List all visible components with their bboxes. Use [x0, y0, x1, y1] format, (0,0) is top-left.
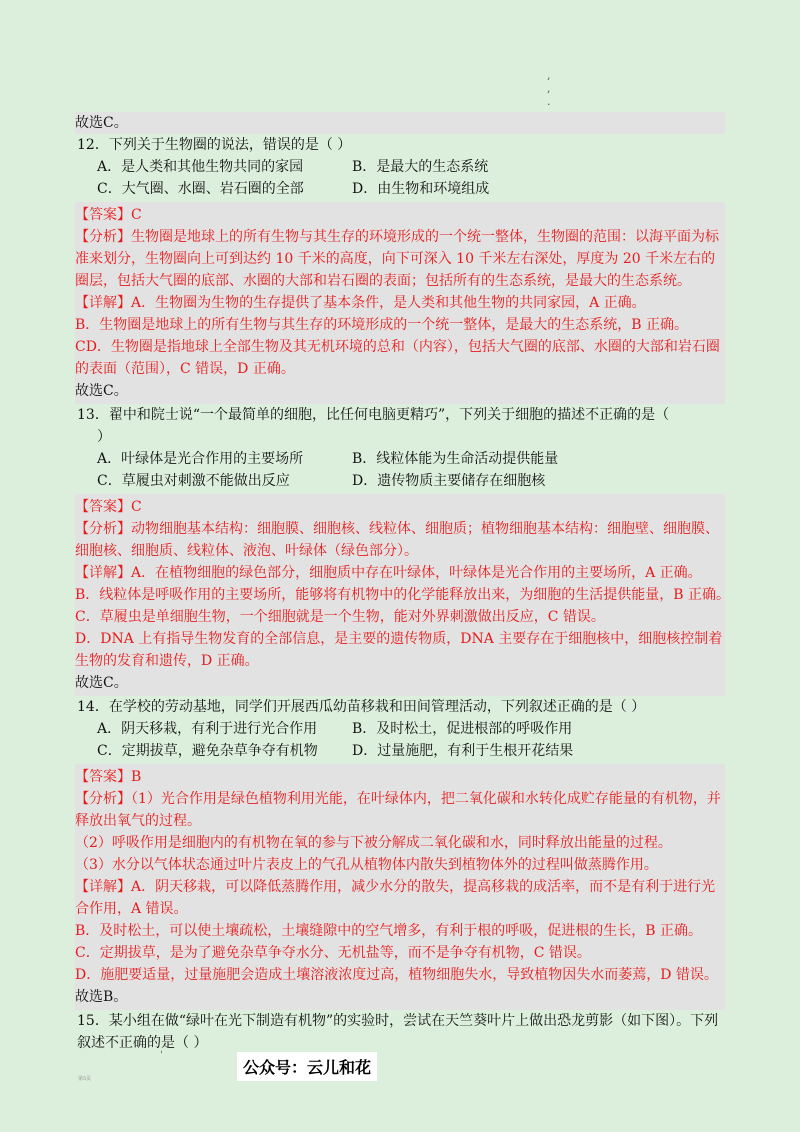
detail-c: C．定期拔草，是为了避免杂草争夺水分、无机盐等，而不是争夺有机物，C 错误。: [75, 945, 591, 961]
conclusion: 故选C。: [75, 675, 128, 691]
answer: 【答案】C: [75, 207, 142, 223]
option-c: C．定期拔草，避免杂草争夺有机物: [97, 743, 318, 759]
detail-b: B．生物圈是地球上的所有生物与其生存的环境形成的一个统一整体，是最大的生态系统，B 正确。: [75, 317, 689, 333]
answer: 【答案】B: [75, 769, 142, 785]
option-d: D．过量施肥，有利于生根开花结果: [352, 743, 574, 759]
option-b: B．是最大的生态系统: [352, 159, 489, 175]
detail-cd: CD．生物圈是指地球上全部生物及其无机环境的总和（内容），包括大气圈的底部、水圈的大部和岩石圈的表面（范围），C 错误，D 正确。: [75, 339, 720, 377]
option-d: D．遗传物质主要储存在细胞核: [352, 473, 546, 489]
question-stem: 13．翟中和院士说“一个最简单的细胞，比任何电脑更精巧”，下列关于细胞的描述不正确的是（: [77, 407, 670, 423]
option-a: A．阴天移栽，有利于进行光合作用: [97, 721, 318, 737]
question-stem: 15．某小组在做“绿叶在光下制造有机物”的实验时，尝试在天竺葵叶片上做出恐龙剪影（如下图）。下列叙述不正确的是（ ）: [77, 1013, 719, 1051]
margin-mark: .: [547, 95, 551, 108]
margin-mark: ,: [547, 69, 551, 82]
question-14: [75, 696, 725, 1010]
solution-block: [75, 202, 725, 404]
option-a: A．是人类和其他生物共同的家园: [97, 159, 304, 175]
analysis-3: （3）水分以气体状态通过叶片表皮上的气孔从植物体内散失到植物体外的过程叫做蒸腾作用。: [75, 857, 658, 873]
analysis: 【分析】动物细胞基本结构：细胞膜、细胞核、线粒体、细胞质；植物细胞基本结构：细胞壁、细胞膜、细胞核、细胞质、线粒体、液泡、叶绿体（绿色部分）。: [75, 521, 719, 559]
question-15: [75, 1010, 725, 1054]
solution-block: [75, 494, 731, 696]
tick-mark: ': [160, 1050, 163, 1061]
options-row: [75, 470, 725, 492]
detail-a: 【详解】A．阴天移栽，可以降低蒸腾作用，减少水分的散失，提高移栽的成活率，而不是有利于进行光合作用，A 错误。: [75, 879, 716, 917]
options-row: [75, 718, 725, 740]
options-row: [75, 156, 725, 178]
detail-b: B．及时松土，可以使土壤疏松，土壤缝隙中的空气增多，有利于根的呼吸，促进根的生长，B 正确。: [75, 923, 703, 939]
watermark: 公众号：云儿和花: [237, 1052, 377, 1081]
option-b: B．线粒体能为生命活动提供能量: [352, 451, 559, 467]
solution-block: [75, 764, 725, 1010]
options-row: [75, 448, 725, 470]
question-12: [75, 134, 725, 404]
analysis: 【分析】生物圈是地球上的所有生物与其生存的环境形成的一个统一整体，生物圈的范围：以海平面为标准来划分，生物圈向上可到达约 10 千米的高度，向下可深入 10 千米左右深处，厚度为 20 千米左右的圈层，包括大气圈的底部、水圈的大部和岩石圈的表面；包括所有的生态系统，是最大的生态系统。: [75, 229, 719, 289]
detail-d: D．施肥要适量，过量施肥会造成土壤溶液浓度过高，植物细胞失水，导致植物因失水而萎蔫，D 错误。: [75, 967, 718, 983]
conclusion: 故选B。: [75, 989, 128, 1005]
option-c: C．大气圈、水圈、岩石圈的全部: [97, 181, 304, 197]
conclusion: 故选C。: [75, 383, 128, 399]
options-row: [75, 740, 725, 762]
footer: 第5页: [78, 1076, 92, 1082]
detail-c: C．草履虫是单细胞生物，一个细胞就是一个生物，能对外界刺激做出反应，C 错误。: [75, 609, 605, 625]
detail-b: B．线粒体是呼吸作用的主要场所，能够将有机物中的化学能释放出来，为细胞的生活提供能量，B 正确。: [75, 587, 731, 603]
document-body: [75, 112, 731, 1054]
detail-a: 【详解】A．在植物细胞的绿色部分，细胞质中存在叶绿体，叶绿体是光合作用的主要场所，A 正确。: [75, 565, 702, 581]
option-d: D．由生物和环境组成: [352, 181, 490, 197]
option-b: B．及时松土，促进根部的呼吸作用: [352, 721, 573, 737]
question-stem-cont: ）: [97, 429, 111, 445]
question-13: [75, 404, 731, 696]
question-stem: 14．在学校的劳动基地，同学们开展西瓜幼苗移栽和田间管理活动，下列叙述正确的是（ ）: [77, 699, 646, 715]
margin-mark: ,: [547, 82, 551, 95]
options-row: [75, 178, 725, 200]
margin-marks: [547, 70, 551, 109]
question-stem: 12．下列关于生物圈的说法，错误的是（ ）: [77, 137, 352, 153]
detail-d: D．DNA 上有指导生物发育的全部信息，是主要的遗传物质，DNA 主要存在于细胞核中，细胞核控制着生物的发育和遗传，D 正确。: [75, 631, 723, 669]
option-a: A．叶绿体是光合作用的主要场所: [97, 451, 304, 467]
top-conclusion: 故选C。: [75, 112, 725, 134]
answer: 【答案】C: [75, 499, 142, 515]
analysis-1: 【分析】（1）光合作用是绿色植物利用光能，在叶绿体内，把二氧化碳和水转化成贮存能量的有机物，并释放出氧气的过程。: [75, 791, 721, 829]
analysis-2: （2）呼吸作用是细胞内的有机物在氧的参与下被分解成二氧化碳和水，同时释放出能量的过程。: [75, 835, 672, 851]
detail-a: 【详解】A．生物圈为生物的生存提供了基本条件，是人类和其他生物的共同家园，A 正确。: [75, 295, 646, 311]
option-c: C．草履虫对刺激不能做出反应: [97, 473, 290, 489]
